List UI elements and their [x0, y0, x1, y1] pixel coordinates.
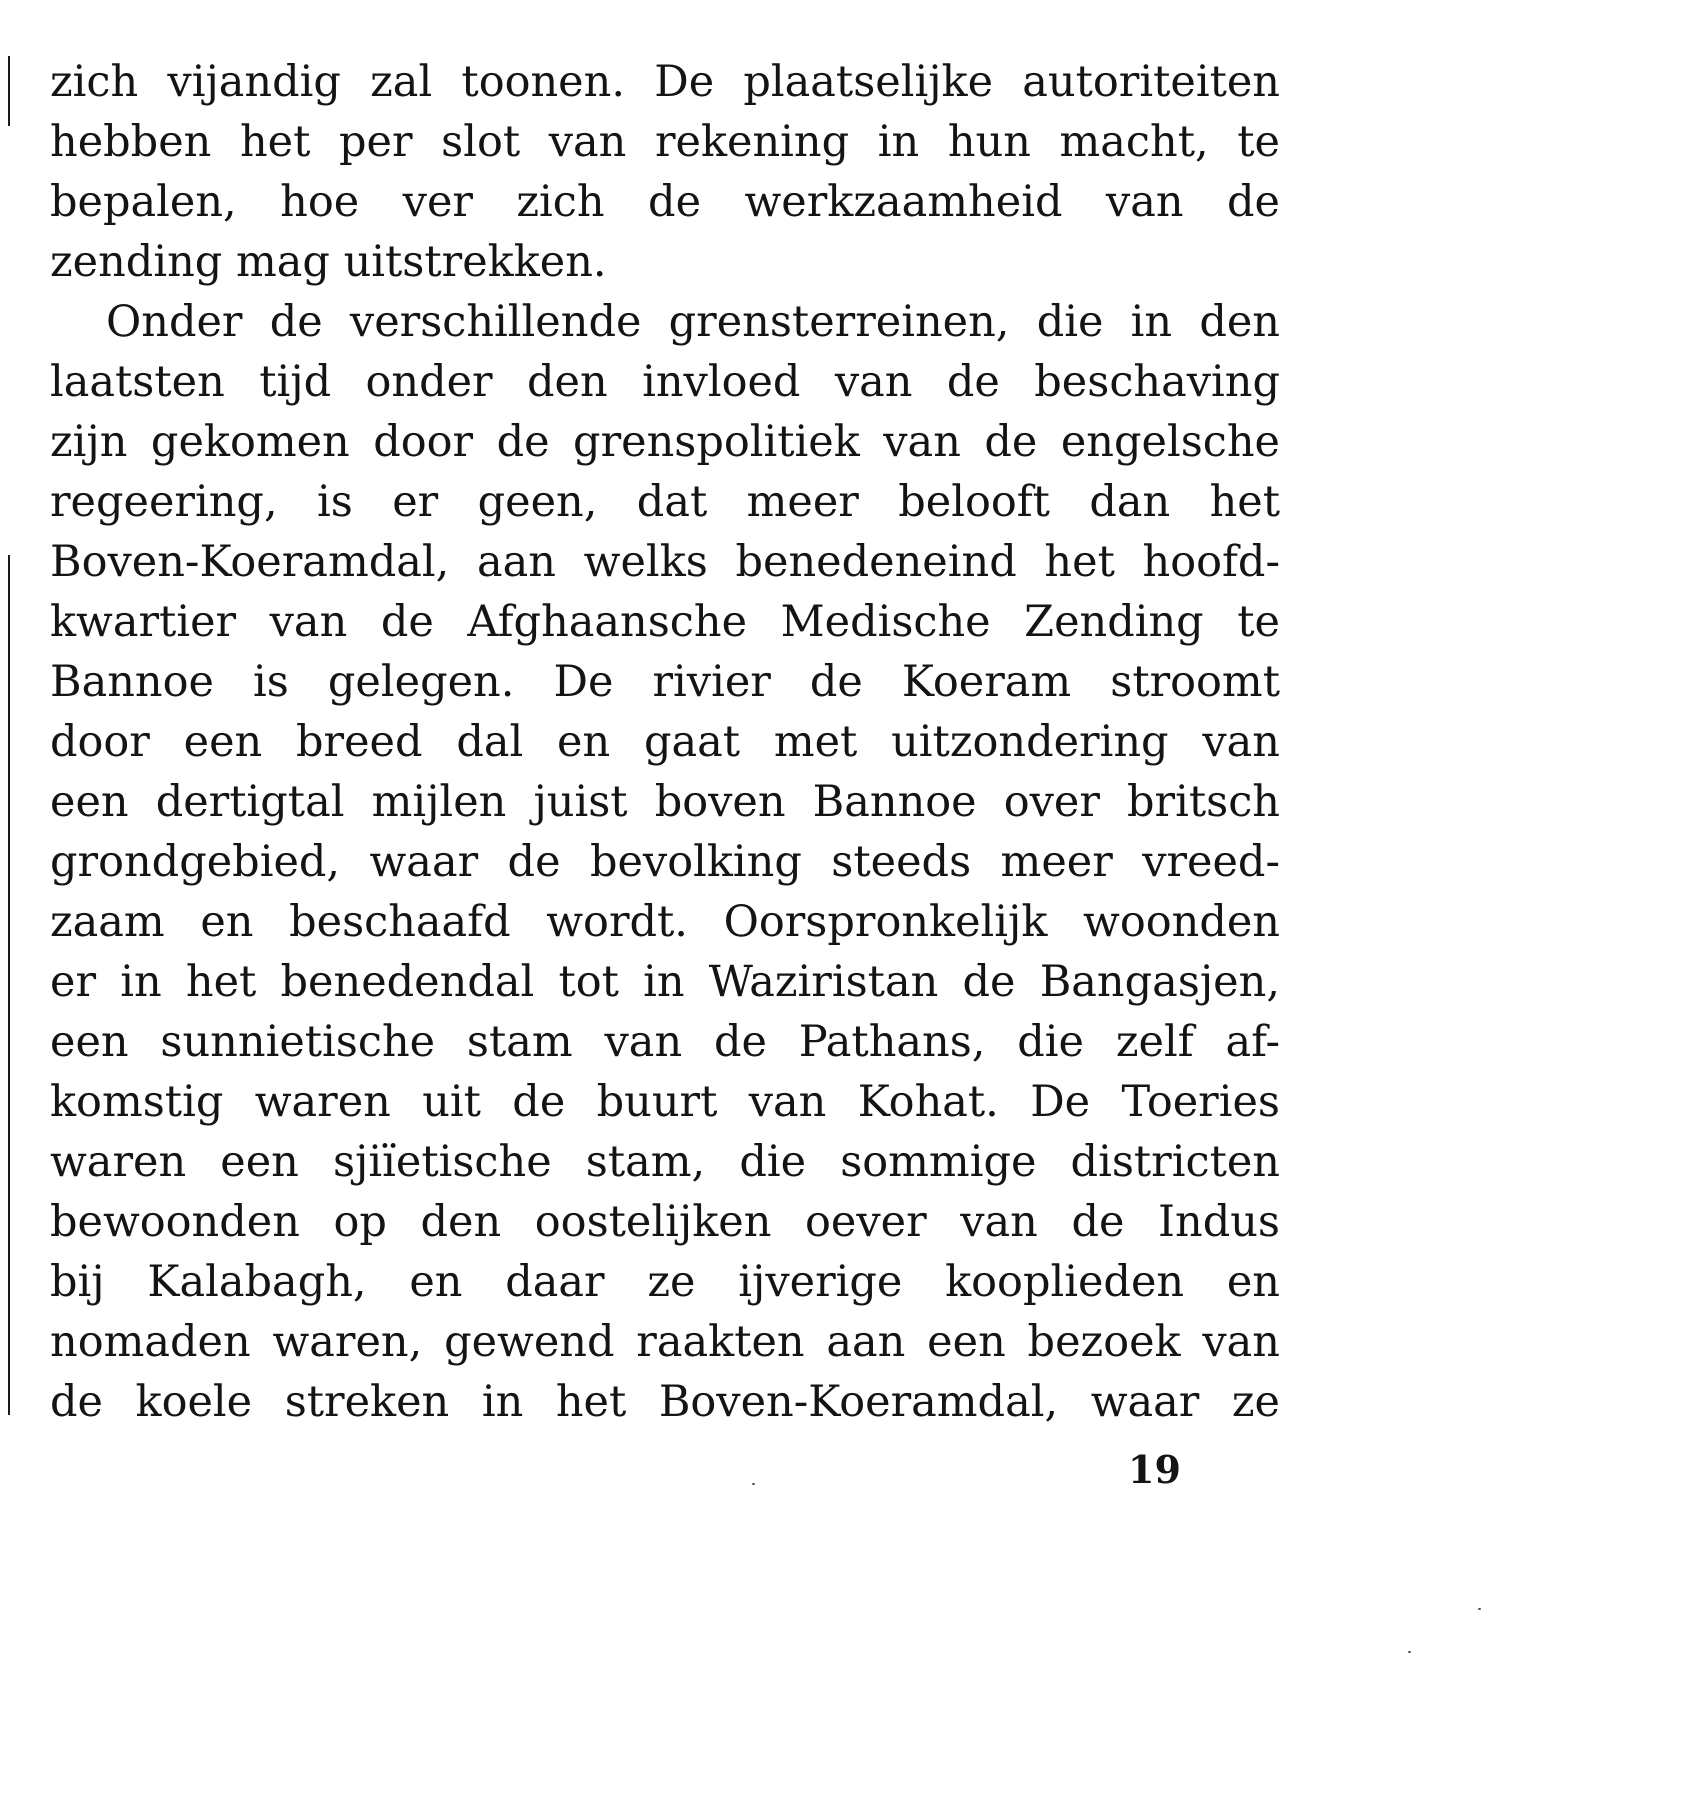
text-line: hebben het per slot van rekening in hun macht, te [50, 117, 1280, 167]
scan-speck [1408, 1651, 1411, 1653]
text-line: een dertigtal mijlen juist boven Bannoe over britsch [50, 777, 1280, 827]
text-line: Boven-Koeramdal, aan welks benedeneind het hoofd- [50, 537, 1280, 587]
text-line: Bannoe is gelegen. De rivier de Koeram stroomt [50, 657, 1280, 707]
text-line: zijn gekomen door de grenspolitiek van de engelsche [50, 417, 1280, 467]
text-line: bij Kalabagh, en daar ze ijverige kooplieden en [50, 1257, 1280, 1307]
text-line: grondgebied, waar de bevolking steeds meer vreed- [50, 837, 1280, 887]
page-number: 19 [1128, 1447, 1181, 1492]
text-line: bewoonden op den oostelijken oever van de Indus [50, 1197, 1280, 1247]
scan-edge-mark-bottom [8, 555, 10, 1415]
text-line: zich vijandig zal toonen. De plaatselijke autoriteiten [50, 57, 1280, 107]
text-line: de koele streken in het Boven-Koeramdal, waar ze [50, 1377, 1280, 1427]
text-line: een sunnietische stam van de Pathans, die zelf af- [50, 1017, 1280, 1067]
text-line: door een breed dal en gaat met uitzondering van [50, 717, 1280, 767]
text-line: waren een sjiïetische stam, die sommige districten [50, 1137, 1280, 1187]
text-line: laatsten tijd onder den invloed van de beschaving [50, 357, 1280, 407]
text-line: Onder de verschillende grensterreinen, die in den [106, 297, 1280, 347]
text-line: zaam en beschaafd wordt. Oorspronkelijk woonden [50, 897, 1280, 947]
scan-speck [1478, 1608, 1481, 1610]
text-line: komstig waren uit de buurt van Kohat. De Toeries [50, 1077, 1280, 1127]
scan-edge-mark-top [8, 56, 10, 126]
scan-speck [752, 1483, 755, 1485]
text-line: kwartier van de Afghaansche Medische Zending te [50, 597, 1280, 647]
text-line: bepalen, hoe ver zich de werkzaamheid van de [50, 177, 1280, 227]
text-line: nomaden waren, gewend raakten aan een bezoek van [50, 1317, 1280, 1367]
text-line: zending mag uitstrekken. [50, 237, 607, 287]
text-line: er in het benedendal tot in Waziristan de Bangasjen, [50, 957, 1280, 1007]
body-text [50, 52, 1280, 1432]
text-line: regeering, is er geen, dat meer belooft dan het [50, 477, 1280, 527]
